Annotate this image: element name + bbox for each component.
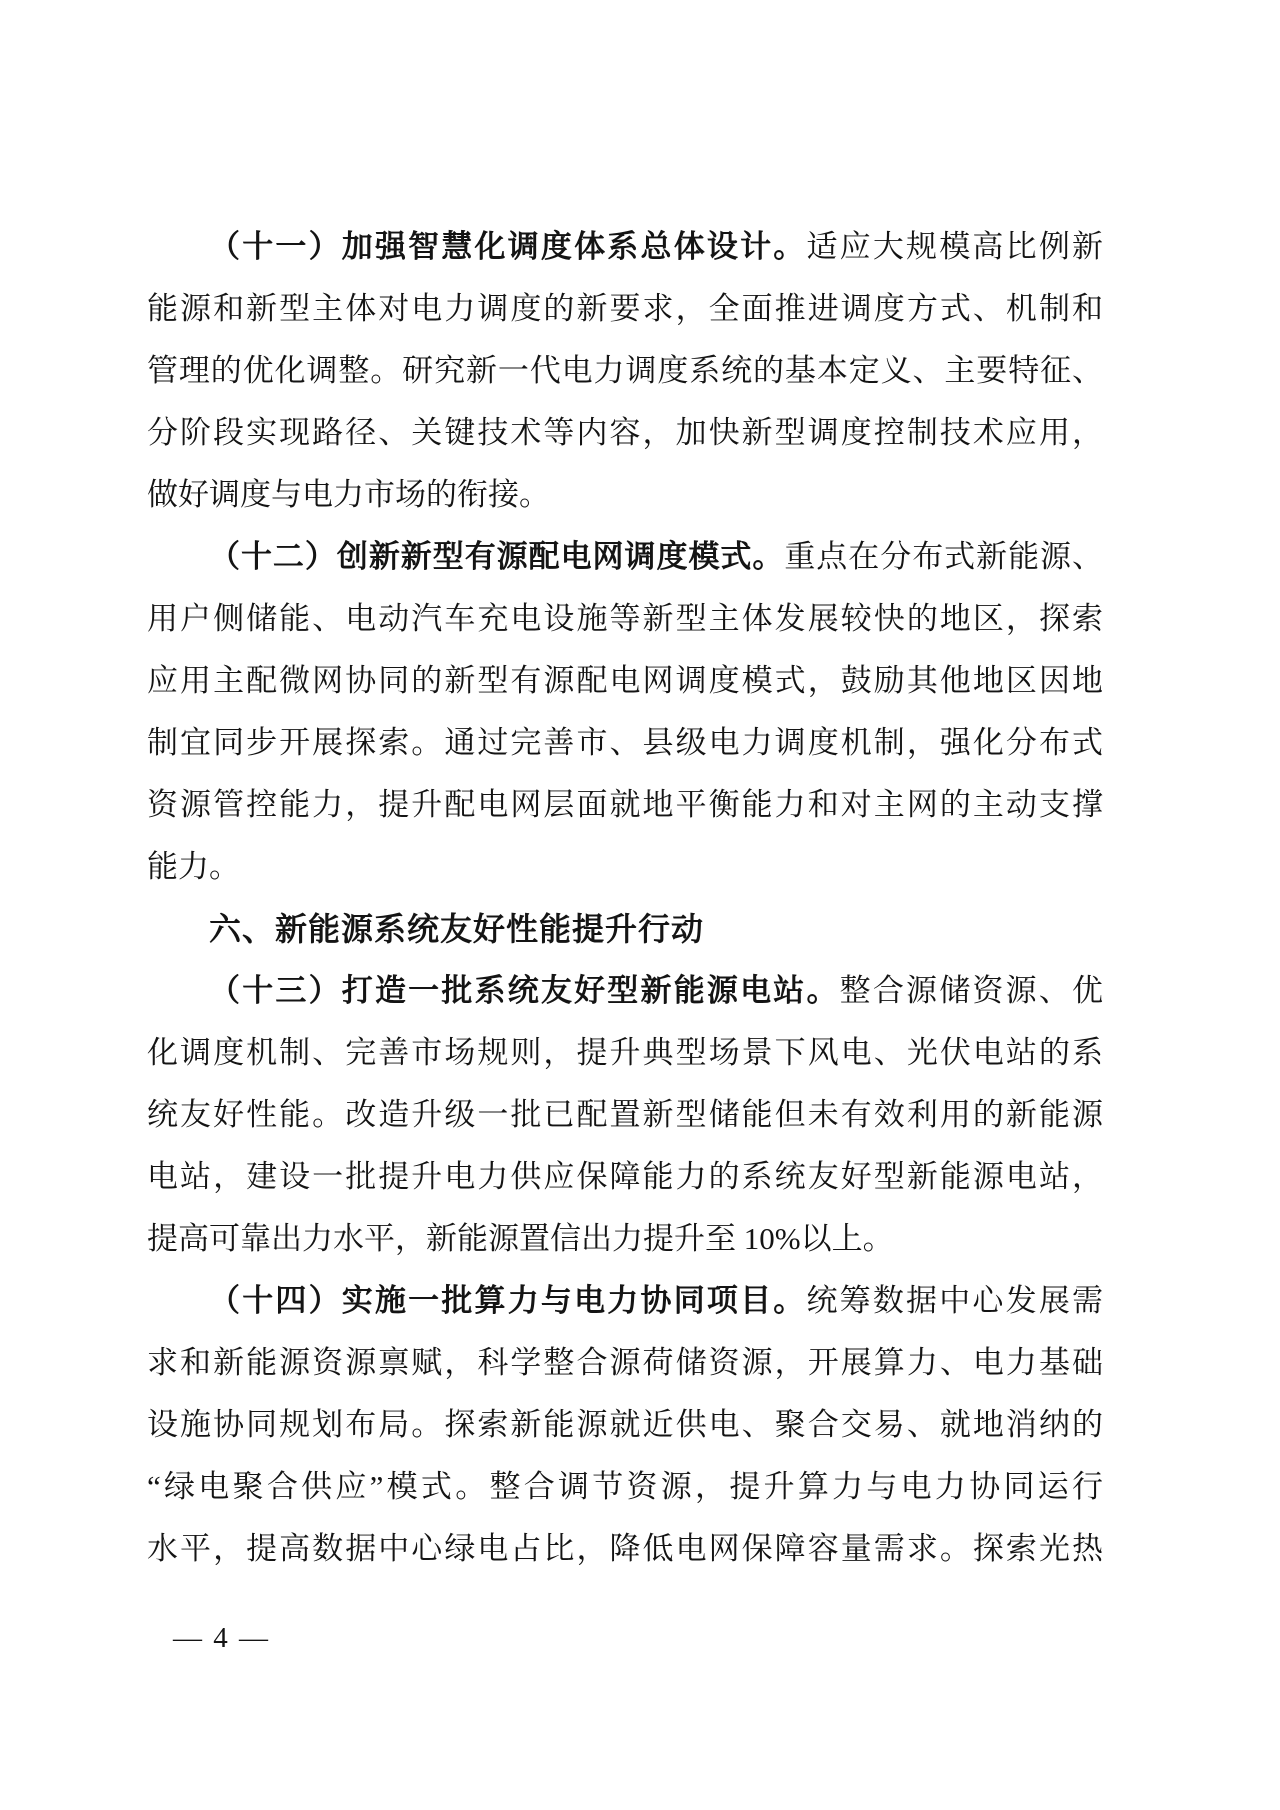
para-12-line-5 (147, 774, 1103, 836)
paragraph-text: 求和新能源资源禀赋，科学整合源荷储资源，开展算力、电力基础 (147, 1345, 1103, 1380)
para-11-line-3 (147, 340, 1103, 402)
paragraph-text: “绿电聚合供应”模式。整合调节资源，提升算力与电力协同运行 (147, 1469, 1103, 1504)
para-13-line-1 (147, 960, 1103, 1022)
paragraph-text: 资源管控能力，提升配电网层面就地平衡能力和对主网的主动支撑 (147, 787, 1103, 822)
para-12-line-4 (147, 712, 1103, 774)
paragraph-text: 应用主配微网协同的新型有源配电网调度模式，鼓励其他地区因地 (147, 663, 1103, 698)
paragraph-text: 分阶段实现路径、关键技术等内容，加快新型调度控制技术应用， (147, 415, 1103, 450)
para-12-line-1 (147, 526, 1103, 588)
para-11-line-2 (147, 278, 1103, 340)
paragraph-lead-text: （十三）打造一批系统友好型新能源电站。 (209, 973, 840, 1008)
para-12-line-3 (147, 650, 1103, 712)
paragraph-text: 整合源储资源、优 (839, 973, 1104, 1008)
paragraph-text: 重点在分布式新能源、 (784, 539, 1104, 574)
para-13-line-2 (147, 1022, 1103, 1084)
paragraph-lead-text: （十二）创新新型有源配电网调度模式。 (209, 539, 785, 574)
paragraph-text: 能源和新型主体对电力调度的新要求，全面推进调度方式、机制和 (147, 291, 1103, 326)
para-14-line-4 (147, 1456, 1103, 1518)
para-13-line-4 (147, 1146, 1103, 1208)
paragraph-text: 能力。 (147, 849, 240, 884)
page-number (173, 1618, 270, 1658)
paragraph-text: 制宜同步开展探索。通过完善市、县级电力调度机制，强化分布式 (147, 725, 1103, 760)
page-number-text: — 4 — (173, 1622, 270, 1654)
paragraph-text: 用户侧储能、电动汽车充电设施等新型主体发展较快的地区，探索 (147, 601, 1103, 636)
paragraph-text: 水平，提高数据中心绿电占比，降低电网保障容量需求。探索光热 (147, 1531, 1103, 1566)
para-11-line-1 (147, 216, 1103, 278)
para-12-line-2 (147, 588, 1103, 650)
para-13-line-3 (147, 1084, 1103, 1146)
paragraph-lead-text: 六、新能源系统友好性能提升行动 (209, 911, 705, 947)
paragraph-text: 做好调度与电力市场的衔接。 (147, 477, 550, 512)
paragraph-text: 化调度机制、完善市场规则，提升典型场景下风电、光伏电站的系 (147, 1035, 1103, 1070)
para-13-line-5 (147, 1208, 1103, 1270)
paragraph-lead-text: （十一）加强智慧化调度体系总体设计。 (209, 229, 807, 264)
para-12-line-6 (147, 836, 1103, 898)
paragraph-text: 统友好性能。改造升级一批已配置新型储能但未有效利用的新能源 (147, 1097, 1103, 1132)
para-14-line-1 (147, 1270, 1103, 1332)
paragraph-text: 管理的优化调整。研究新一代电力调度系统的基本定义、主要特征、 (147, 353, 1103, 388)
para-14-line-3 (147, 1394, 1103, 1456)
para-11-line-4 (147, 402, 1103, 464)
paragraph-text: 设施协同规划布局。探索新能源就近供电、聚合交易、就地消纳的 (147, 1407, 1103, 1442)
para-14-line-5 (147, 1518, 1103, 1580)
paragraph-text: 统筹数据中心发展需 (806, 1283, 1104, 1318)
paragraph-text: 电站，建设一批提升电力供应保障能力的系统友好型新能源电站， (147, 1159, 1103, 1194)
para-14-line-2 (147, 1332, 1103, 1394)
paragraph-lead-text: （十四）实施一批算力与电力协同项目。 (209, 1283, 807, 1318)
document-body (147, 216, 1103, 1580)
section-heading-6 (147, 898, 1103, 960)
paragraph-text: 提高可靠出力水平，新能源置信出力提升至 10%以上。 (147, 1221, 894, 1256)
para-11-line-5 (147, 464, 1103, 526)
paragraph-text: 适应大规模高比例新 (806, 229, 1104, 264)
